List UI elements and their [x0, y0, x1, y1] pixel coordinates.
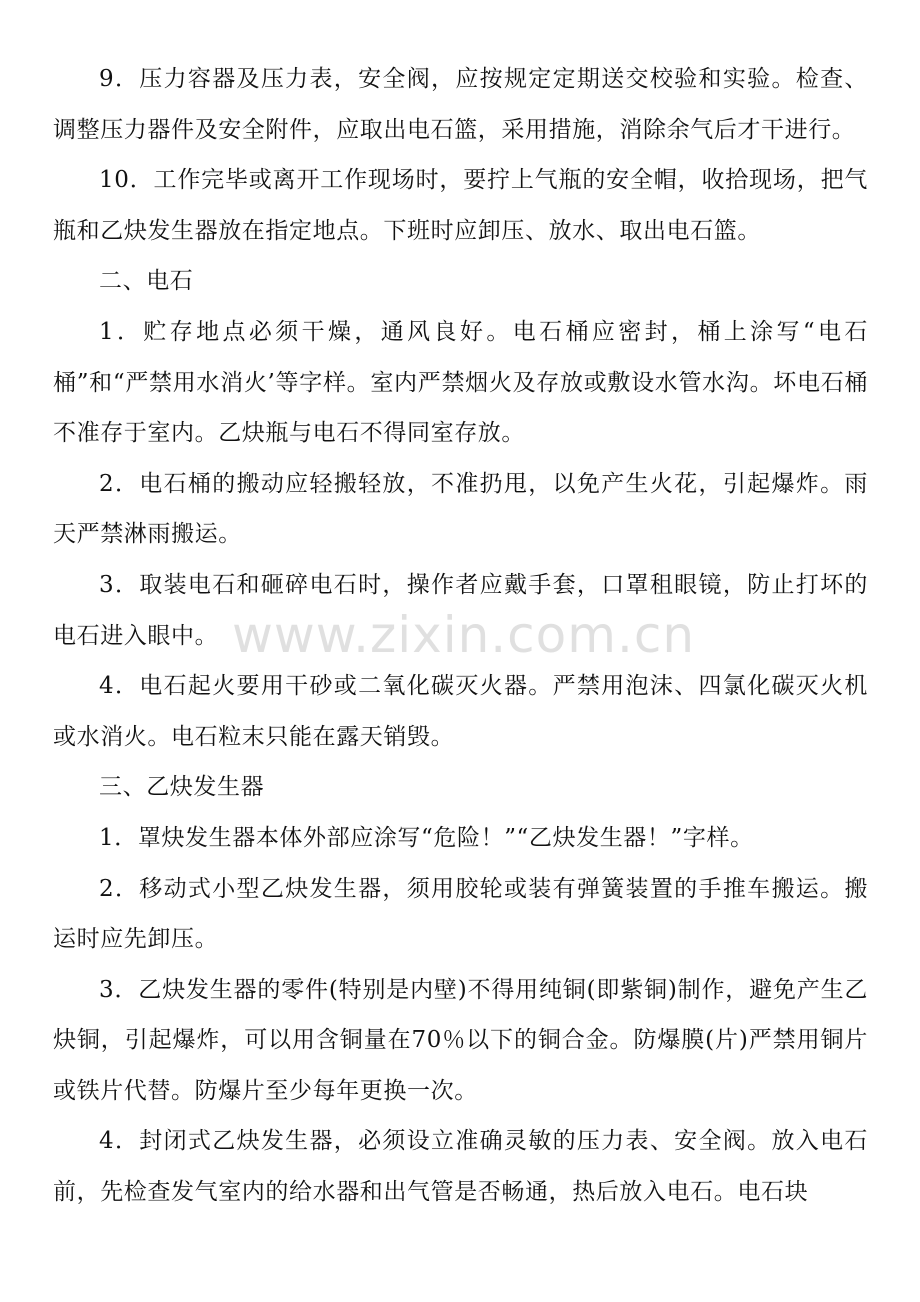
- section-heading-calcium-carbide: 二、电石: [99, 268, 194, 295]
- paragraph-carbide-item-4: 4．电石起火要用干砂或二氧化碳灭火器。严禁用泡沫、四氯化碳灭火机或水消火。电石粒末只能在露天销毁。: [53, 673, 868, 750]
- paragraph-generator-item-3: 3．乙炔发生器的零件(特别是内壁)不得用纯铜(即紫铜)制作，避免产生乙炔铜，引起爆炸，可以用含铜量在70％以下的铜合金。防爆膜(片)严禁用铜片或铁片代替。防爆片至少每年更换一次。: [53, 976, 868, 1104]
- paragraph-carbide-item-2: 2．电石桶的搬动应轻搬轻放，不准扔甩，以免产生火花，引起爆炸。雨天严禁淋雨搬运。: [53, 470, 868, 548]
- paragraph-item-9: 9．压力容器及压力表，安全阀，应按规定定期送交校验和实验。检查、调整压力器件及安全附件，应取出电石篮，采用措施，消除余气后才干进行。: [53, 66, 868, 143]
- paragraph-generator-item-4: 4．封闭式乙炔发生器，必须设立准确灵敏的压力表、安全阀。放入电石前，先检查发气室内的给水器和出气管是否畅通，热后放入电石。电石块: [53, 1128, 868, 1206]
- paragraph-item-10: 10．工作完毕或离开工作现场时，要拧上气瓶的安全帽，收拾现场，把气瓶和乙炔发生器放在指定地点。下班时应卸压、放水、取出电石篮。: [53, 167, 868, 244]
- document-body: [53, 54, 868, 1218]
- paragraph-carbide-item-1: 1．贮存地点必须干燥，通风良好。电石桶应密封，桶上涂写“电石桶”和“严禁用水消火’等字样。室内严禁烟火及存放或敷设水管水沟。坏电石桶不准存于室内。乙炔瓶与电石不得同室存放。: [53, 318, 868, 447]
- paragraph-generator-item-1: 1．罩炔发生器本体外部应涂写“危险！”“乙炔发生器！”字样。: [99, 824, 754, 851]
- paragraph-carbide-item-3: 3．取装电石和砸碎电石时，操作者应戴手套，口罩租眼镜，防止打坏的电石进入眼中。: [53, 571, 868, 649]
- section-heading-acetylene-generator: 三、乙炔发生器: [99, 774, 265, 801]
- watermark-text: www.zixin.com.cn: [232, 606, 696, 664]
- paragraph-generator-item-2: 2．移动式小型乙炔发生器，须用胶轮或装有弹簧装置的手推车搬运。搬运时应先卸压。: [53, 875, 868, 953]
